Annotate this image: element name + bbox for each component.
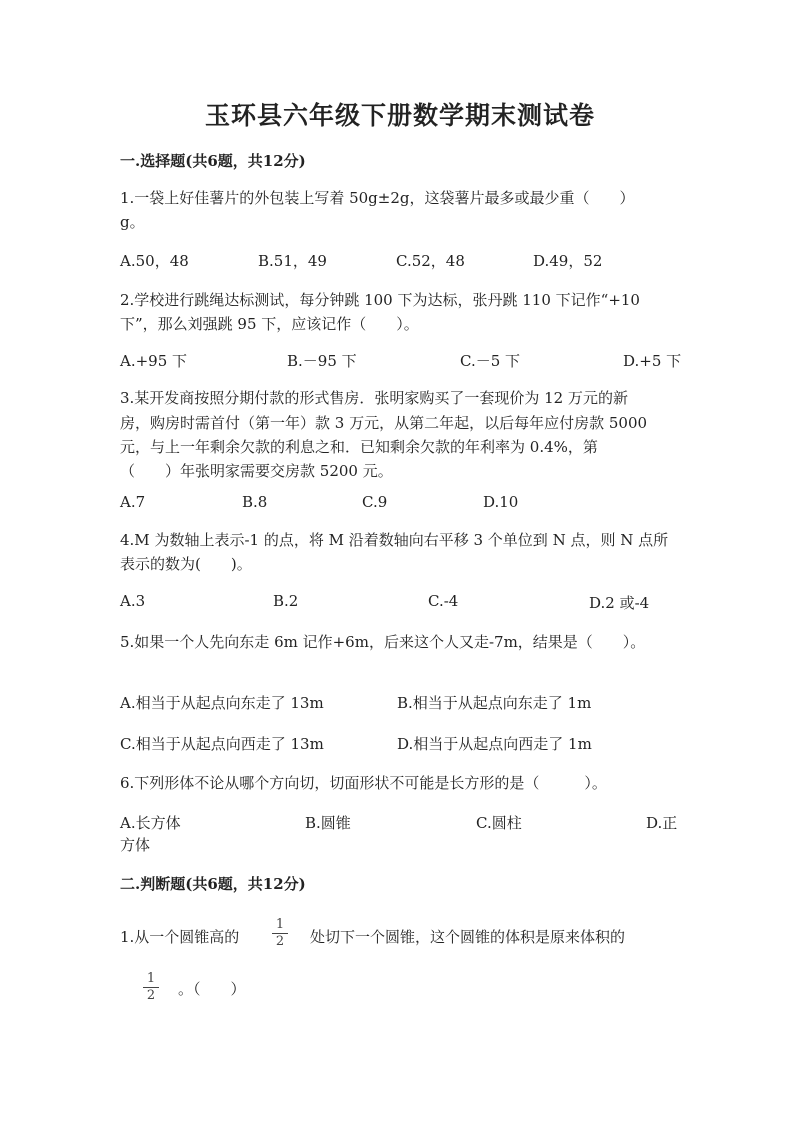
q1-option-b: B.51，49 [258, 252, 327, 270]
fraction-numerator: 1 [275, 917, 285, 932]
q3-option-a: A.7 [120, 493, 146, 511]
q5-option-a: A.相当于从起点向东走了 13m [120, 694, 324, 712]
judgement-1-part-3: 。（ ） [178, 980, 246, 998]
fraction-one-half [272, 918, 288, 949]
fraction-denominator: 2 [146, 988, 156, 1003]
fraction-numerator: 1 [146, 971, 156, 986]
question-3-line-2: 房，购房时需首付（第一年）款 3 万元，从第二年起，以后每年应付房款 5000 [120, 414, 648, 432]
q6-option-d-continued: 方体 [120, 836, 151, 854]
q6-option-c: C.圆柱 [476, 814, 522, 832]
question-1-line-2: g。 [120, 213, 145, 231]
fraction-denominator: 2 [275, 934, 285, 949]
q2-option-c: C.－5 下 [460, 352, 521, 370]
q3-option-d: D.10 [483, 493, 519, 511]
q4-option-b: B.2 [273, 592, 299, 610]
question-3-line-4: （ ）年张明家需要交房款 5200 元。 [120, 462, 393, 480]
q1-option-a: A.50，48 [120, 252, 189, 270]
q6-option-d: D.正 [646, 814, 678, 832]
page-title: 玉环县六年级下册数学期末测试卷 [204, 101, 595, 130]
q3-option-b: B.8 [242, 493, 268, 511]
question-3-line-3: 元，与上一年剩余欠款的利息之和．已知剩余欠款的年利率为 0.4%，第 [120, 438, 598, 456]
question-6-line-1: 6.下列形体不论从哪个方向切，切面形状不可能是长方形的是（ ）。 [120, 774, 607, 792]
question-4-line-1: 4.M 为数轴上表示-1 的点，将 M 沿着数轴向右平移 3 个单位到 N 点，则 N 点所 [120, 531, 669, 549]
q1-option-d: D.49，52 [533, 252, 603, 270]
q4-option-a: A.3 [120, 592, 146, 610]
section-heading-choice: 一.选择题(共6题，共12分) [120, 152, 306, 170]
question-4-line-2: 表示的数为( )。 [120, 555, 252, 573]
question-3-line-1: 3.某开发商按照分期付款的形式售房．张明家购买了一套现价为 12 万元的新 [120, 389, 628, 407]
q4-option-c: C.-4 [428, 592, 459, 610]
q4-option-d: D.2 或-4 [589, 594, 650, 612]
q5-option-c: C.相当于从起点向西走了 13m [120, 735, 324, 753]
question-2-line-1: 2.学校进行跳绳达标测试，每分钟跳 100 下为达标，张丹跳 110 下记作“+10 [120, 291, 640, 309]
q6-option-a: A.长方体 [120, 814, 181, 832]
q1-option-c: C.52，48 [396, 252, 465, 270]
q2-option-b: B.－95 下 [287, 352, 357, 370]
question-5-line-1: 5.如果一个人先向东走 6m 记作+6m，后来这个人又走-7m，结果是（ ）。 [120, 633, 646, 651]
question-2-line-2: 下”，那么刘强跳 95 下，应该记作（ ）。 [120, 315, 419, 333]
judgement-1-part-1: 1.从一个圆锥高的 [120, 928, 240, 946]
q5-option-d: D.相当于从起点向西走了 1m [397, 735, 592, 753]
fraction-one-half-2 [143, 972, 159, 1003]
judgement-1-part-2: 处切下一个圆锥，这个圆锥的体积是原来体积的 [310, 928, 626, 946]
q3-option-c: C.9 [362, 493, 388, 511]
q6-option-b: B.圆锥 [305, 814, 351, 832]
q2-option-a: A.+95 下 [120, 352, 188, 370]
section-heading-judgement: 二.判断题(共6题，共12分) [120, 875, 306, 893]
q2-option-d: D.+5 下 [623, 352, 682, 370]
q5-option-b: B.相当于从起点向东走了 1m [397, 694, 592, 712]
question-1-line-1: 1.一袋上好佳薯片的外包装上写着 50g±2g，这袋薯片最多或最少重（ ） [120, 189, 635, 207]
